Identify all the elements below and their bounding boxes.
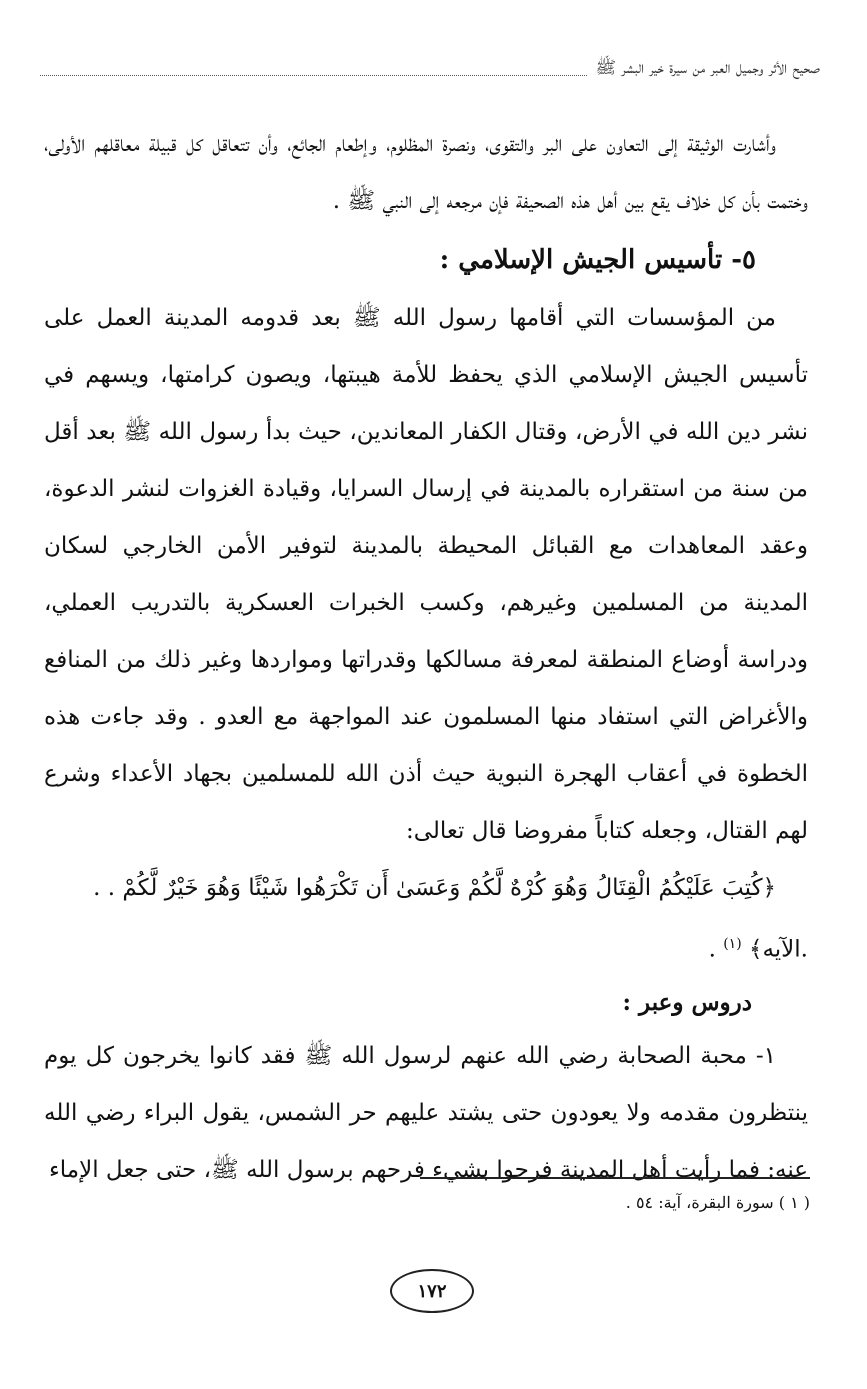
- lessons-heading: دروس وعبر :: [622, 988, 752, 1016]
- running-header-title: صحيح الأثر وجميل العبر من سيرة خير البشر ﷺ: [595, 58, 820, 78]
- page-number: ١٧٢: [390, 1269, 474, 1313]
- footnote-reference: (١): [723, 936, 742, 952]
- quran-verse: ﴿كُتِبَ عَلَيْكُمُ الْقِتَالُ وَهُوَ كُرْهٌ لَّكُمْ وَعَسَىٰ أَن تَكْرَهُوا شَيْئًا وَهُوَ خَيْرٌ لَّكُمْ . . .الآيه﴾: [93, 875, 808, 963]
- paragraph-alliance-document: وأشارت الوثيقة إلى التعاون على البر والتقوى، ونصرة المظلوم، وإطعام الجائع، وأن تتعاقل كل قبيلة معاقلهم الأولى، وختمت بأن كل خلاف يقع بين أهل هذه الصحيفة فإن مرجعه إلى النبي ﷺ .: [44, 131, 808, 214]
- running-header: [40, 52, 820, 82]
- footnote-separator: [420, 1177, 810, 1179]
- section-heading: ٥- تأسيس الجيش الإسلامي :: [439, 245, 756, 275]
- main-text: [44, 116, 808, 1199]
- paragraph-army-founding: من المؤسسات التي أقامها رسول الله ﷺ بعد قدومه المدينة العمل على تأسيس الجيش الإسلامي الذي يحفظ للأمة هيبتها، ويصون كرامتها، ويسهم في نشر دين الله في الأرض، وقتال الكفار المعاندين، حيث بدأ رسول الله ﷺ بعد أقل من سنة من استقراره بالمدينة في إرسال السرايا، وقيادة الغزوات لنشر الدعوة، وعقد المعاهدات مع القبائل المحيطة بالمدينة لتوفير الأمن الخارجي لسكان المدينة من المسلمين وغيرهم، وكسب الخبرات العسكرية بالتدريب العملي، ودراسة أوضاع المنطقة لمعرفة مسالكها وقدراتها ومواردها وغير ذلك من المنافع والأغراض التي استفاد منها المسلمون عند المواجهة مع العدو . وقد جاءت هذه الخطوة في أعقاب الهجرة النبوية حيث أذن الله للمسلمين بجهاد الأعداء وشرع لهم القتال، وجعله كتاباً مفروضا قال تعالى:: [44, 305, 808, 844]
- quran-verse-line: [44, 860, 808, 978]
- footnote: ( ١ ) سورة البقرة، آية: ٥٤ .: [625, 1193, 810, 1212]
- paragraph-lesson-1: ١- محبة الصحابة رضي الله عنهم لرسول الله ﷺ فقد كانوا يخرجون كل يوم ينتظرون مقدمه ولا يعودون حتى يشتد عليهم حر الشمس، يقول البراء رضي الله عنه: فما رأيت أهل المدينة فرحوا بشيء فرحهم برسول الله ﷺ، حتى جعل الإماء: [44, 1042, 808, 1183]
- verse-end-period: .: [708, 936, 716, 963]
- running-header-rule: [40, 75, 587, 76]
